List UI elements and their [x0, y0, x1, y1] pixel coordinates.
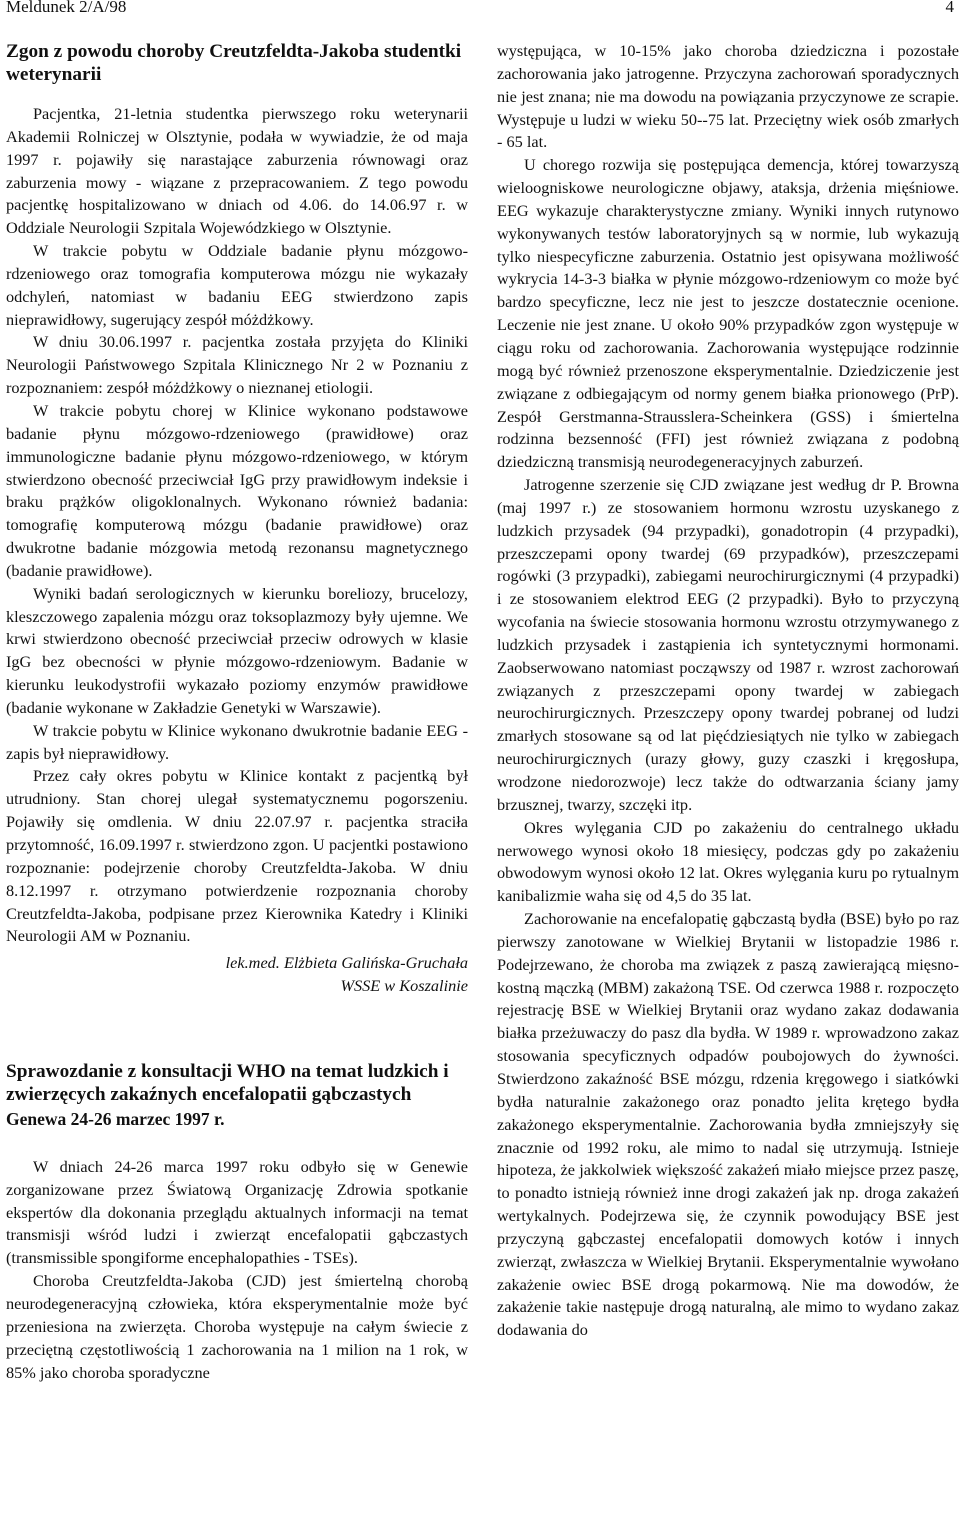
article2-subtitle: Genewa 24-26 marzec 1997 r.: [6, 1108, 225, 1129]
article2-paragraph: Zachorowanie na encefalopatię gąbczastą bydła (BSE) było po raz pierwszy zanotowane w Wielkiej Brytanii w listopadzie 1986 r. Podejrzewano, że choroba ma związek z paszą zawierającą mięsno-kostną mączką (MBM) zakażoną TSE. Od czerwca 1988 r. rozpoczęto rejestrację BSE w Wielkiej Brytanii oraz wydano zakaz dodawania białka przeżuwaczy do pasz dla bydła. W 1989 r. wprowadzono zakaz stosowania specyficznych odpadów poubojowych do żywności. Stwierdzono zakaźność BSE mózgu, rdzenia kręgowego i siatkówki bydła naturalnie zakażonego oraz ponadto jelita krętego bydła zakażonego eksperymentalnie. Zachorowania bydła zmniejszyły się znacznie od 1992 roku, ale mimo to nadal się utrzymują. Istnieje hipoteza, że jakkolwiek większość zakażeń miało miejsce przez paszę, to ponadto istnieją również inne drogi zakażeń jak np. droga zakażeń wertykalnych. Podejrzewa się, że czynnik powodujący BSE jest przyczyną gąbczastej encefalopatii domowych kotów i innych zwierząt, zwłaszcza w Wielkiej Brytanii. Eksperymentalnie wywołano zakażenie owiec BSE drogą pokarmową. Nie ma dowodów, że zakażenie takie następuje drogą naturalną, ale mimo to wydano zakaz dodawania do: [497, 909, 959, 1340]
article1-paragraph: W trakcie pobytu w Klinice wykonano dwukrotnie badanie EEG - zapis był nieprawidłowy.: [6, 720, 468, 763]
article1-paragraph: Wyniki badań serologicznych w kierunku boreliozy, brucelozy, kleszczowego zapalenia mózgu oraz toksoplazmozy były ujemne. We krwi stwierdzono obecność przeciwciał przeciw odrowych w klasie IgG bez obecności w płynie mózgowo-rdzeniowym. Badanie w kierunku leukodystrofii wykazało poziomy enzymów prawidłowe (badanie wykonane w Zakładzie Genetyki w Warszawie).: [6, 583, 468, 717]
article1-paragraph: Pacjentka, 21-letnia studentka pierwszego roku weterynarii Akademii Rolniczej w Olsztynie, podała w wywiadzie, że od maja 1997 r. pojawiły się narastające zaburzenia równowagi oraz zaburzenia mowy - wiązane z przepracowaniem. Z tego powodu pacjentkę hospitalizowano w dniach od 4.06. do 14.06.97 r. w Oddziale Neurologii Szpitala Wojewódzkiego w Olsztynie.: [6, 104, 468, 238]
article2-paragraph: W dniach 24-26 marca 1997 roku odbyło się w Genewie zorganizowane przez Światową Organizację Zdrowia spotkanie ekspertów dla dokonania przeglądu aktualnych informacji na temat transmisji wśród ludzi i zwierząt encefalopatii gąbczastych (transmissible spongiforme encephalopathies - TSEs).: [6, 1156, 468, 1268]
page-number: 4: [945, 0, 954, 16]
article1-paragraph: Przez cały okres pobytu w Klinice kontakt z pacjentką był utrudniony. Stan chorej ulegał systematycznemu pogorszeniu. Pojawiły się omdlenia. W dniu 22.07.97 r. pacjentka straciła przytomność, 16.09.1997 r. stwierdzono zgon. U pacjentki postawiono rozpoznanie: podejrzenie choroby Creutzfeldta-Jakoba. W dniu 8.12.1997 r. otrzymano potwierdzenie rozpoznania choroby Creutzfeldta-Jakoba, podpisane przez Kierownika Katedry i Kliniki Neurologii AM w Poznaniu.: [6, 766, 468, 946]
article1-paragraph: W trakcie pobytu w Oddziale badanie płynu mózgowo-rdzeniowego oraz tomografia komputerowa mózgu nie wykazały odchyleń, natomiast w badaniu EEG stwierdzono zapis nieprawidłowy, sugerujący zespół móżdżkowy.: [6, 241, 468, 329]
article2-paragraph: Choroba Creutzfeldta-Jakoba (CJD) jest śmiertelną chorobą neurodegeneracyjną człowieka, która eksperymentalnie może być przeniesiona na zwierzęta. Choroba występuje na całym świecie z przeciętną częstotliwością 1 zachorowania na 1 milion na 1 rok, w 85% jako choroba sporadyczne: [6, 1271, 468, 1382]
author-signature: lek.med. Elżbieta Galińska-Gruchała: [225, 953, 468, 973]
author-affiliation: WSSE w Koszalinie: [340, 976, 468, 996]
article2-paragraph: Okres wylęgania CJD po zakażeniu do centralnego układu nerwowego wynosi około 18 miesięcy, podczas gdy po zakażeniu obwodowym wynosi około 12 lat. Okres wylęgania kuru po rytualnym kanibalizmie waha się od 4,5 do 35 lat.: [497, 817, 959, 906]
article2-paragraph: występująca, w 10-15% jako choroba dziedziczna i pozostałe zachorowania jako jatrogenne. Przyczyna zachorowań sporadycznych nie jest znana; nie ma dowodu na powiązania przyczynowe ze scrapie. Występuje u ludzi w wieku 50--75 lat. Przeciętny wiek osób zmarłych - 65 lat.: [497, 41, 959, 152]
article2-paragraph: U chorego rozwija się postępująca demencja, której towarzyszą wieloogniskowe neurologiczne objawy, ataksja, drżenia mięśniowe. EEG wykazuje charakterystyczne zmiany. Wyniki innych rutynowo wykonywanych testów laboratoryjnych są w normie, lub wykazują tylko niespecyficzne zaburzenia. Ostatnio jest opisywana możliwość wykrycia 14-3-3 białka w płynie mózgowo-rdzeniowym co może być bardzo specyficzne, lecz nie jest to jeszcze dostatecznie ocenione. Leczenie nie jest znane. U około 90% przypadków zgon występuje w ciągu roku od zachorowania. Zachorowania występujące rodzinnie mogą być również przenoszone eksperymentalnie. Dziedziczenie jest związane z odbiegającym od normy genem białka prionowego (PrP). Zespół Gerstmanna-Strausslera-Scheinkera (GSS) i śmiertelna rodzinna bezsenność (FFI) jest również związana z podobną dziedziczną transmisją neurodegeneracyjnych zaburzeń.: [497, 155, 959, 472]
article1-paragraph: W trakcie pobytu chorej w Klinice wykonano podstawowe badanie płynu mózgowo-rdzeniowego (prawidłowe) oraz immunologiczne badanie płynu mózgowo-rdzeniowego, w którym stwierdzono obecność przeciwciał IgG przy prawidłowym indeksie i braku prążków oligoklonalnych. Wykonano również badania: tomografię komputerową mózgu (badanie prawidłowe) oraz dwukrotne badanie mózgowia metodą rezonansu magnetycznego (badanie prawidłowe).: [6, 400, 468, 580]
right-column: [497, 40, 959, 1342]
left-column: [6, 40, 468, 1384]
article1-title: Zgon z powodu choroby Creutzfeldta-Jakoba studentki weterynarii: [6, 41, 462, 85]
running-header-left: Meldunek 2/A/98: [6, 0, 127, 16]
article2-title: Sprawozdanie z konsultacji WHO na temat ludzkich i zwierzęcych zakaźnych encefalopatii gąbczastych: [6, 1060, 449, 1105]
article2-paragraph: Jatrogenne szerzenie się CJD związane jest według dr P. Browna (maj 1997 r.) ze stosowaniem hormonu wzrostu uzyskanego z ludzkich przysadek (94 przypadki), gonadotropin (4 przypadki), przeszczepami opony twardej (69 przypadków), przeszczepami rogówki (3 przypadki), zabiegami neurochirurgicznymi (4 przypadki) i ze stosowaniem elektrod EEG (2 przypadki). Było to przyczyną wycofania na świecie stosowania hormonu wzrostu otrzymywanego z ludzkich przysadek i zastąpienia ich syntetycznymi hormonami. Zaobserwowano natomiast począwszy od 1987 r. wzrost zachorowań związanych z przeszczepami opony twardej w zabiegach neurochirurgicznych. Przeszczepy opony twardej pobranej od ludzi zmarłych stosowane są od lat pięćdziesiątych nie tylko w zabiegach neurochirurgicznych (urazy głowy, guzy czaszki i kręgosłupa, wrodzone niedorozwoje) lecz także do odtwarzania ściany jamy brzusznej, twarzy, szczęki itp.: [497, 475, 959, 814]
article1-paragraph: W dniu 30.06.1997 r. pacjentka została przyjęta do Kliniki Neurologii Państwowego Szpitala Klinicznego Nr 2 w Poznaniu z rozpoznaniem: zespół móżdżkowy o nieznanej etiologii.: [6, 332, 468, 398]
